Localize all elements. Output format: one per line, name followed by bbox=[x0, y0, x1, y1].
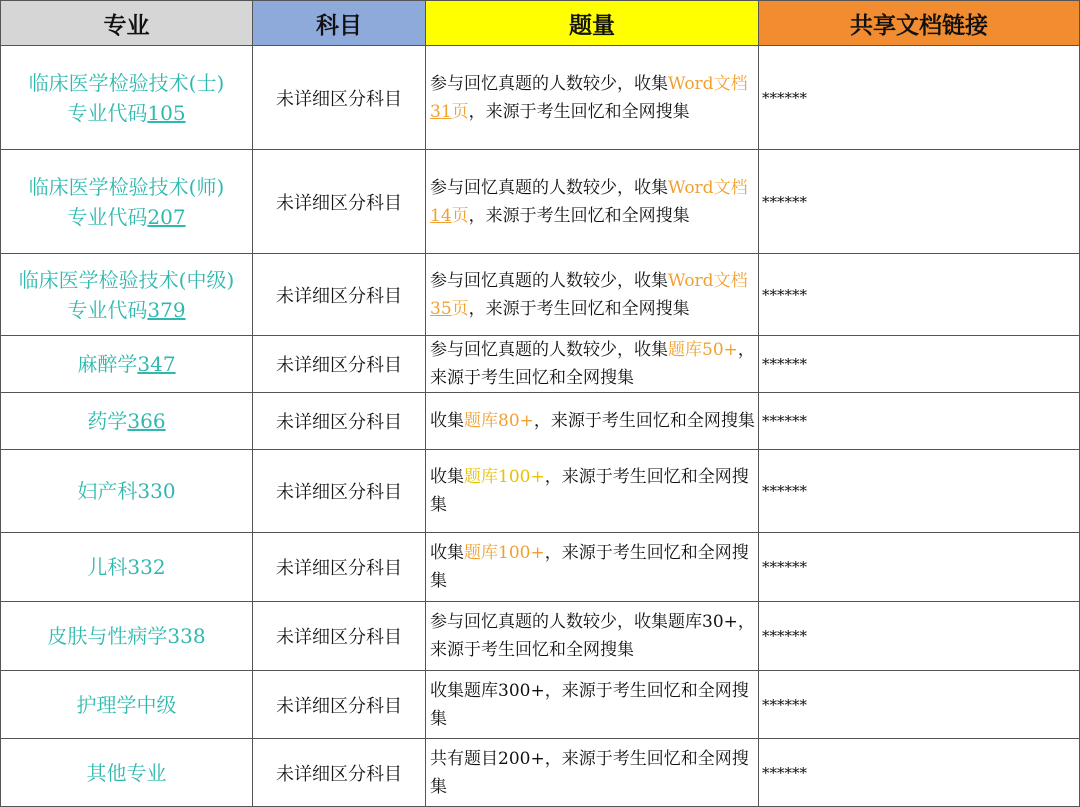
volume-highlight: 页 bbox=[451, 205, 469, 226]
volume-text: ，来源于考生回忆和全网搜集 bbox=[468, 298, 690, 319]
volume-highlight: Word bbox=[668, 73, 714, 94]
volume-highlight: 文档 bbox=[713, 270, 748, 291]
volume-count: 31 bbox=[430, 101, 452, 122]
volume-text: 共有题目200+，来源于考生回忆和全网搜集 bbox=[426, 739, 759, 807]
volume-text: 收集 bbox=[430, 543, 464, 563]
subject-cell: 未详细区分科目 bbox=[253, 533, 426, 602]
major-code-line bbox=[1, 295, 252, 325]
major-code-line bbox=[1, 202, 252, 232]
volume-text: ，来源于考生回忆和全网搜集 bbox=[533, 411, 755, 431]
table-row bbox=[1, 150, 1080, 254]
table-row bbox=[1, 336, 1080, 393]
subject-cell: 未详细区分科目 bbox=[253, 393, 426, 450]
subject-cell: 未详细区分科目 bbox=[253, 671, 426, 739]
volume-count: 35 bbox=[430, 298, 452, 319]
subject-cell: 未详细区分科目 bbox=[253, 150, 426, 254]
volume-highlight: 题库80+ bbox=[464, 411, 534, 431]
volume-text: 参与回忆真题的人数较少，收集 bbox=[430, 270, 668, 291]
table-row bbox=[1, 254, 1080, 336]
header-volume: 题量 bbox=[426, 1, 759, 46]
volume-highlight: 页 bbox=[451, 298, 469, 319]
volume-text: ，来源于考生回忆和全网搜集 bbox=[430, 467, 749, 515]
table-row bbox=[1, 671, 1080, 739]
volume-text: 参与回忆真题的人数较少，收集 bbox=[430, 73, 668, 94]
major-code-prefix: 专业代码 bbox=[67, 204, 148, 229]
table-row bbox=[1, 393, 1080, 450]
major-name: 护理学中级 bbox=[1, 671, 253, 739]
major-code-link[interactable]: 347 bbox=[137, 352, 176, 376]
table-row bbox=[1, 533, 1080, 602]
header-major: 专业 bbox=[1, 1, 253, 46]
volume-highlight: 文档 bbox=[713, 177, 748, 198]
major-name: 儿科332 bbox=[1, 533, 253, 602]
subject-cell: 未详细区分科目 bbox=[253, 336, 426, 393]
major-name: 麻醉学 bbox=[77, 352, 138, 376]
major-code-prefix: 专业代码 bbox=[67, 297, 148, 322]
header-row bbox=[1, 1, 1080, 46]
volume-cell bbox=[426, 46, 759, 150]
volume-text: ，来源于考生回忆和全网搜集 bbox=[468, 101, 690, 122]
table-row bbox=[1, 739, 1080, 807]
header-subject: 科目 bbox=[253, 1, 426, 46]
major-code-prefix: 专业代码 bbox=[67, 100, 148, 125]
volume-highlight: Word bbox=[668, 270, 714, 291]
volume-highlight: 题库100+ bbox=[464, 543, 545, 563]
volume-count: 14 bbox=[430, 205, 452, 226]
share-link[interactable]: ****** bbox=[759, 46, 1080, 150]
volume-text: 收集 bbox=[430, 411, 464, 431]
volume-text: 参与回忆真题的人数较少，收集 bbox=[430, 340, 668, 360]
volume-text: 收集 bbox=[430, 467, 464, 487]
share-link[interactable]: ****** bbox=[759, 393, 1080, 450]
major-name: 妇产科330 bbox=[1, 450, 253, 533]
major-name: 临床医学检验技术(士) bbox=[28, 70, 225, 95]
volume-highlight: Word bbox=[668, 177, 714, 198]
major-name: 临床医学检验技术(师) bbox=[28, 174, 225, 199]
volume-cell bbox=[426, 150, 759, 254]
volume-highlight: 题库100+ bbox=[464, 467, 545, 487]
volume-cell bbox=[426, 533, 759, 602]
subject-cell: 未详细区分科目 bbox=[253, 739, 426, 807]
major-code-link[interactable]: 105 bbox=[147, 100, 186, 125]
share-link[interactable]: ****** bbox=[759, 254, 1080, 336]
major-code-link[interactable]: 207 bbox=[147, 204, 186, 229]
volume-highlight: 文档 bbox=[713, 73, 748, 94]
subject-cell: 未详细区分科目 bbox=[253, 450, 426, 533]
volume-cell bbox=[426, 450, 759, 533]
share-link[interactable]: ****** bbox=[759, 671, 1080, 739]
major-name: 药学 bbox=[87, 409, 128, 433]
volume-text: 参与回忆真题的人数较少，收集 bbox=[430, 177, 668, 198]
major-cell bbox=[1, 393, 253, 450]
volume-text: 收集题库300+，来源于考生回忆和全网搜集 bbox=[426, 671, 759, 739]
table-row bbox=[1, 46, 1080, 150]
share-link[interactable]: ****** bbox=[759, 533, 1080, 602]
subject-cell: 未详细区分科目 bbox=[253, 254, 426, 336]
share-link[interactable]: ****** bbox=[759, 602, 1080, 671]
volume-highlight: 题库50+ bbox=[668, 340, 738, 360]
share-link[interactable]: ****** bbox=[759, 150, 1080, 254]
volume-text: ，来源于考生回忆和全网搜集 bbox=[430, 340, 755, 388]
major-cell bbox=[1, 150, 253, 254]
subject-cell: 未详细区分科目 bbox=[253, 602, 426, 671]
major-cell bbox=[1, 336, 253, 393]
major-code-link[interactable]: 366 bbox=[127, 409, 166, 433]
major-cell bbox=[1, 46, 253, 150]
volume-cell bbox=[426, 254, 759, 336]
volume-text: ，来源于考生回忆和全网搜集 bbox=[430, 543, 749, 591]
share-link[interactable]: ****** bbox=[759, 739, 1080, 807]
subject-cell: 未详细区分科目 bbox=[253, 46, 426, 150]
share-link[interactable]: ****** bbox=[759, 450, 1080, 533]
major-code-link[interactable]: 379 bbox=[147, 297, 186, 322]
major-name: 皮肤与性病学338 bbox=[1, 602, 253, 671]
table-row bbox=[1, 450, 1080, 533]
volume-text: ，来源于考生回忆和全网搜集 bbox=[468, 205, 690, 226]
volume-cell bbox=[426, 336, 759, 393]
table-row bbox=[1, 602, 1080, 671]
major-name: 临床医学检验技术(中级) bbox=[18, 267, 235, 292]
volume-cell bbox=[426, 393, 759, 450]
major-cell bbox=[1, 254, 253, 336]
share-link[interactable]: ****** bbox=[759, 336, 1080, 393]
volume-text: 参与回忆真题的人数较少，收集题库30+，来源于考生回忆和全网搜集 bbox=[426, 602, 759, 671]
header-link: 共享文档链接 bbox=[759, 1, 1080, 46]
volume-highlight: 页 bbox=[451, 101, 469, 122]
major-code-line bbox=[1, 98, 252, 128]
major-name: 其他专业 bbox=[1, 739, 253, 807]
